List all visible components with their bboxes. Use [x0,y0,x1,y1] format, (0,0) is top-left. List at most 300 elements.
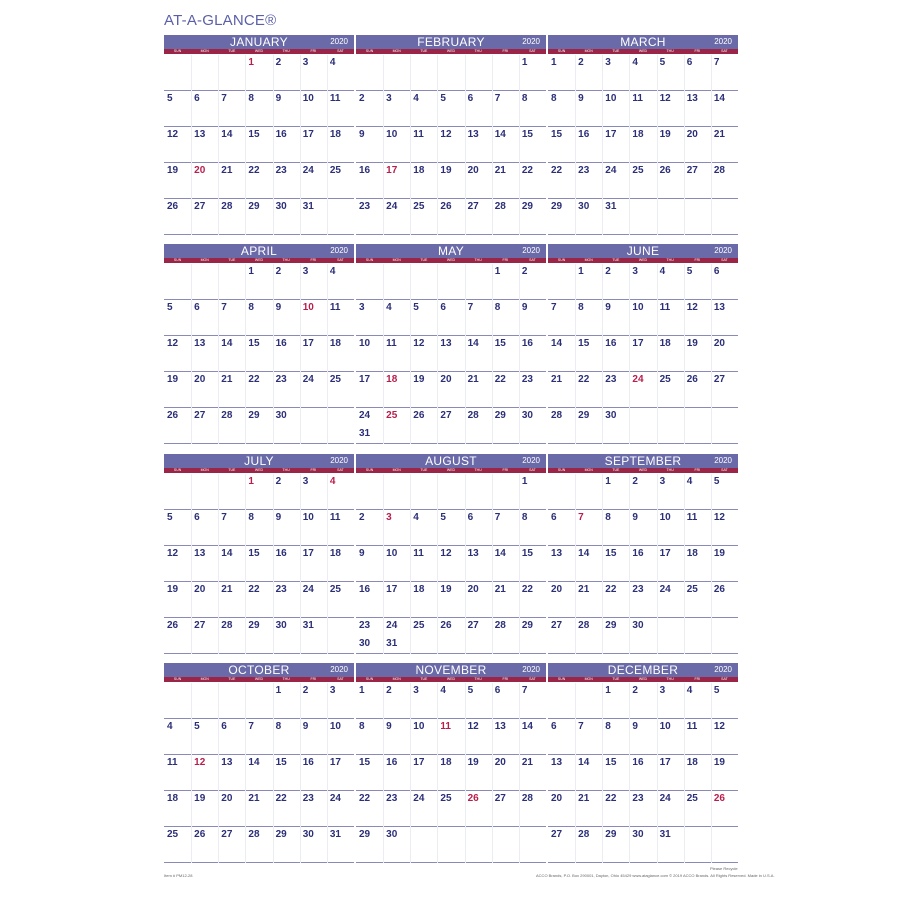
grid-divider [327,264,328,444]
day-number: 11 [659,302,671,313]
day-cell [191,474,218,510]
day-cell [218,55,245,91]
day-number-cell [410,372,437,408]
day-number: 16 [275,129,287,140]
weekday-label: TUE [612,258,620,262]
day-number: 4 [329,476,336,487]
day-cell [164,55,191,91]
day-number-cell [437,719,464,755]
day-number: 1 [605,476,611,487]
day-number: 21 [578,584,590,595]
day-number-cell [218,791,245,827]
day-number-cell [657,755,684,791]
day-number-cell [437,408,464,444]
day-number-cell [191,372,218,408]
day-number: 10 [386,129,398,140]
day-number: 20 [467,584,479,595]
grid-divider [218,264,219,444]
day-number-cell [383,683,410,719]
day-number-cell [300,55,327,91]
day-number: 12 [659,93,671,104]
day-number: 27 [194,201,206,212]
day-number-cell [492,372,519,408]
month-header [164,454,354,468]
day-number: 26 [194,829,206,840]
day-number: 13 [467,548,479,559]
day-number: 5 [440,93,446,104]
day-cell [657,199,684,235]
day-number-cell [164,755,191,791]
day-cell [383,55,410,91]
day-number-cell [327,55,354,91]
grid-divider [711,264,712,444]
day-number-cell [383,510,410,546]
grid-divider [492,55,493,235]
weekday-label: SAT [337,468,344,472]
day-number-cell [711,91,738,127]
day-number: 29 [551,201,563,212]
day-number: 19 [440,165,452,176]
day-number: 12 [713,721,725,732]
weekday-label: THU [666,677,674,681]
day-number-cell [218,408,245,444]
grid-divider [629,683,630,863]
weekday-label: TUE [420,677,428,681]
month-header [356,244,546,258]
day-number: 25 [440,793,452,804]
day-number-cell [327,372,354,408]
day-number: 4 [440,685,446,696]
day-number: 10 [659,512,671,523]
day-number-cell [300,618,327,654]
day-number-cell [300,683,327,719]
day-number-cell [492,683,519,719]
day-number: 8 [551,93,557,104]
day-number: 22 [521,584,533,595]
day-number-cell [245,546,272,582]
day-number-cell [548,127,575,163]
day-number-cell [602,336,629,372]
grid-divider [684,474,685,654]
day-number: 13 [551,757,563,768]
grid-divider [410,683,411,863]
day-number-cell [437,91,464,127]
day-cell [657,408,684,444]
month-name: SEPTEMBER [604,454,682,468]
weekday-label: FRI [310,677,317,681]
day-number-cell [519,55,546,91]
day-number-cell [575,618,602,654]
grid-divider [218,474,219,654]
day-number: 16 [302,757,314,768]
day-number-cell [519,719,546,755]
day-number: 19 [659,129,671,140]
month-name: JUNE [626,244,660,258]
day-number-cell [410,336,437,372]
day-cell [437,55,464,91]
day-number: 16 [632,757,644,768]
day-number: 17 [659,548,671,559]
weekday-label: MON [200,677,209,681]
day-number-cell [437,510,464,546]
day-number-cell [327,582,354,618]
day-number-cell [575,199,602,235]
day-number: 25 [686,793,698,804]
weekday-label: FRI [694,258,701,262]
day-number-cell [575,582,602,618]
day-number-cell [602,264,629,300]
weekday-label: MON [392,677,401,681]
day-number-cell [245,163,272,199]
day-number: 4 [386,302,392,313]
day-number: 6 [551,721,557,732]
day-number: 8 [494,302,501,313]
day-number-cell [327,546,354,582]
day-number-cell [548,791,575,827]
day-number: 10 [605,93,617,104]
day-number: 15 [248,338,260,349]
day-number-cell [327,719,354,755]
weekday-label: SAT [529,677,536,681]
day-number-cell [629,546,656,582]
day-cell [492,55,519,91]
weekday-header [548,677,738,682]
day-number-cell [684,55,711,91]
day-number-cell [410,163,437,199]
day-number: 10 [302,302,314,313]
day-number-cell [327,300,354,336]
day-number: 12 [686,302,698,313]
day-number-cell [356,827,383,863]
day-number-cell [492,719,519,755]
day-cell [410,55,437,91]
month-header [548,663,738,677]
month-name: APRIL [240,244,278,258]
weekday-label: THU [282,677,290,681]
day-number-cell [300,719,327,755]
day-number: 5 [467,685,474,696]
grid-divider [684,264,685,444]
day-number-cell [548,372,575,408]
weekday-label: FRI [310,258,317,262]
day-number: 26 [440,201,452,212]
weekday-label: THU [282,468,290,472]
day-number-cell [273,91,300,127]
month-may [356,244,546,450]
day-cell [437,264,464,300]
day-number-cell [273,474,300,510]
day-number-cell [629,510,656,546]
weekday-label: FRI [694,468,701,472]
day-number-cell [218,827,245,863]
day-number: 18 [413,165,425,176]
day-number-cell [575,336,602,372]
month-year: 2020 [714,665,732,674]
day-number-cell [629,683,656,719]
month-header [356,454,546,468]
day-number: 9 [359,548,365,559]
day-number-cell [191,755,218,791]
day-number: 2 [359,512,365,523]
day-number: 18 [167,793,179,804]
day-number: 6 [221,721,227,732]
day-number-cell [164,300,191,336]
day-number: 9 [302,721,309,732]
day-cell [245,683,272,719]
day-cell [465,474,492,510]
day-cell [684,408,711,444]
weekday-label: FRI [310,49,317,53]
day-cell [191,264,218,300]
day-number: 15 [551,129,563,140]
weekday-label: MON [200,49,209,53]
day-number-cell [492,127,519,163]
day-number: 16 [359,584,371,595]
day-number-cell [327,827,354,863]
day-number-cell [519,582,546,618]
day-number: 6 [713,266,720,277]
day-cell [465,55,492,91]
day-number: 8 [248,512,254,523]
grid-divider [437,264,438,444]
weekday-label: THU [474,258,482,262]
day-number: 18 [329,548,341,559]
day-number: 28 [248,829,260,840]
weekday-label: WED [638,258,648,262]
day-number: 4 [329,266,336,277]
day-number-cell [519,199,546,235]
weekday-label: MON [584,258,593,262]
day-number-cell [437,791,464,827]
month-year: 2020 [522,246,540,255]
day-number-cell [465,719,492,755]
day-number-cell [711,791,738,827]
weekday-label: THU [666,468,674,472]
grid-divider [245,264,246,444]
day-number: 12 [440,548,452,559]
day-number-cell [437,199,464,235]
day-number-cell [711,546,738,582]
grid-divider [629,264,630,444]
day-number: 8 [521,512,528,523]
day-number-cell [383,618,410,654]
day-number-cell [327,510,354,546]
day-number-cell [218,618,245,654]
day-cell [465,264,492,300]
day-number-cell [410,510,437,546]
day-number-cell [245,55,272,91]
day-number-cell [575,546,602,582]
day-number-cell [437,300,464,336]
day-number: 24 [605,165,617,176]
day-number: 1 [551,57,557,68]
day-number-cell [575,408,602,444]
month-header [548,244,738,258]
grid-divider [273,474,274,654]
day-number: 19 [467,757,479,768]
day-number: 29 [521,620,533,631]
day-number: 24 [302,165,314,176]
day-number: 15 [521,548,533,559]
day-number: 31 [329,829,341,840]
day-number-cell [711,336,738,372]
day-number-cell [300,546,327,582]
day-number: 12 [413,338,425,349]
day-number-cell [273,300,300,336]
day-number-cell [711,510,738,546]
day-number-cell [657,474,684,510]
day-number-cell [629,372,656,408]
day-number: 26 [440,620,452,631]
weekday-label: FRI [310,468,317,472]
day-number: 7 [467,302,474,313]
grid-divider [575,264,576,444]
day-cell [191,55,218,91]
weekday-label: SUN [173,468,182,472]
day-number-cell [629,55,656,91]
grid-divider [191,683,192,863]
day-number: 11 [329,93,341,104]
day-number: 11 [686,721,698,732]
day-number: 22 [494,374,506,385]
weekday-label: MON [584,468,593,472]
day-number-cell [191,199,218,235]
day-number-cell [657,163,684,199]
day-number: 18 [440,757,452,768]
day-number: 9 [632,721,638,732]
day-number-cell [300,474,327,510]
weekday-label: WED [254,677,264,681]
grid-divider [602,264,603,444]
day-number-cell [465,546,492,582]
day-number-cell [218,300,245,336]
day-number: 20 [494,757,506,768]
month-year: 2020 [522,456,540,465]
day-number: 9 [386,721,392,732]
day-number: 7 [221,512,227,523]
day-number-cell [602,127,629,163]
day-number: 2 [386,685,392,696]
day-cell [410,264,437,300]
day-number-cell [218,127,245,163]
day-number: 21 [221,374,233,385]
day-number-cell [245,474,272,510]
day-number: 29 [521,201,533,212]
day-number-cell [327,791,354,827]
day-number-cell [465,199,492,235]
day-cell [629,199,656,235]
day-number-cell [410,683,437,719]
day-number-cell [273,719,300,755]
day-number: 4 [167,721,173,732]
day-number-cell [300,510,327,546]
day-number-cell [465,791,492,827]
day-number: 17 [605,129,617,140]
day-number-cell [548,546,575,582]
day-number-cell [191,510,218,546]
day-number: 25 [413,620,425,631]
day-number-cell [164,546,191,582]
grid-divider [191,264,192,444]
day-number: 29 [605,829,617,840]
day-number-cell [300,91,327,127]
day-number-cell [711,474,738,510]
day-number: 24 [632,374,644,385]
day-number: 14 [221,548,233,559]
day-number: 12 [467,721,479,732]
weekday-label: THU [474,468,482,472]
day-number-cell [548,618,575,654]
day-number-cell [602,719,629,755]
day-number-cell [245,336,272,372]
day-number-cell [548,719,575,755]
day-number: 15 [605,548,617,559]
weekday-label: SUN [365,49,374,53]
day-cell [218,683,245,719]
day-number-cell [465,755,492,791]
day-number-cell [548,827,575,863]
day-number-cell [437,372,464,408]
day-number: 28 [521,793,533,804]
day-number-cell [273,618,300,654]
day-number-cell [383,408,410,444]
day-number-cell [519,755,546,791]
day-number: 23 [275,374,287,385]
day-number-cell [465,510,492,546]
day-number: 12 [194,757,206,768]
day-number: 14 [551,338,563,349]
day-number: 30 [275,620,287,631]
weekday-label: SUN [365,677,374,681]
day-number-cell [245,199,272,235]
day-number-cell [629,300,656,336]
grid-divider [300,683,301,863]
day-number-cell [300,791,327,827]
weekday-label: FRI [502,49,509,53]
day-number-cell [684,510,711,546]
weekday-label: TUE [612,468,620,472]
day-number: 14 [521,721,533,732]
day-number: 20 [686,129,698,140]
weekday-label: THU [666,258,674,262]
day-number: 16 [521,338,533,349]
day-cell [492,827,519,863]
day-number: 21 [521,757,533,768]
day-number: 13 [686,93,698,104]
day-number: 26 [467,793,479,804]
day-number: 17 [413,757,425,768]
day-number-cell [548,300,575,336]
weekday-label: FRI [502,258,509,262]
day-cell [356,474,383,510]
day-number-cell [437,755,464,791]
month-header [548,35,738,49]
day-number-cell [575,55,602,91]
day-number: 19 [167,374,179,385]
weekday-label: MON [392,49,401,53]
day-number-cell [164,91,191,127]
day-number: 7 [551,302,557,313]
month-header [164,663,354,677]
weekday-label: WED [254,49,264,53]
month-august [356,454,546,660]
day-number-cell [383,755,410,791]
day-number-cell [383,163,410,199]
day-number: 14 [578,548,590,559]
day-number-cell [273,264,300,300]
day-number: 10 [386,548,398,559]
day-number-cell [492,336,519,372]
